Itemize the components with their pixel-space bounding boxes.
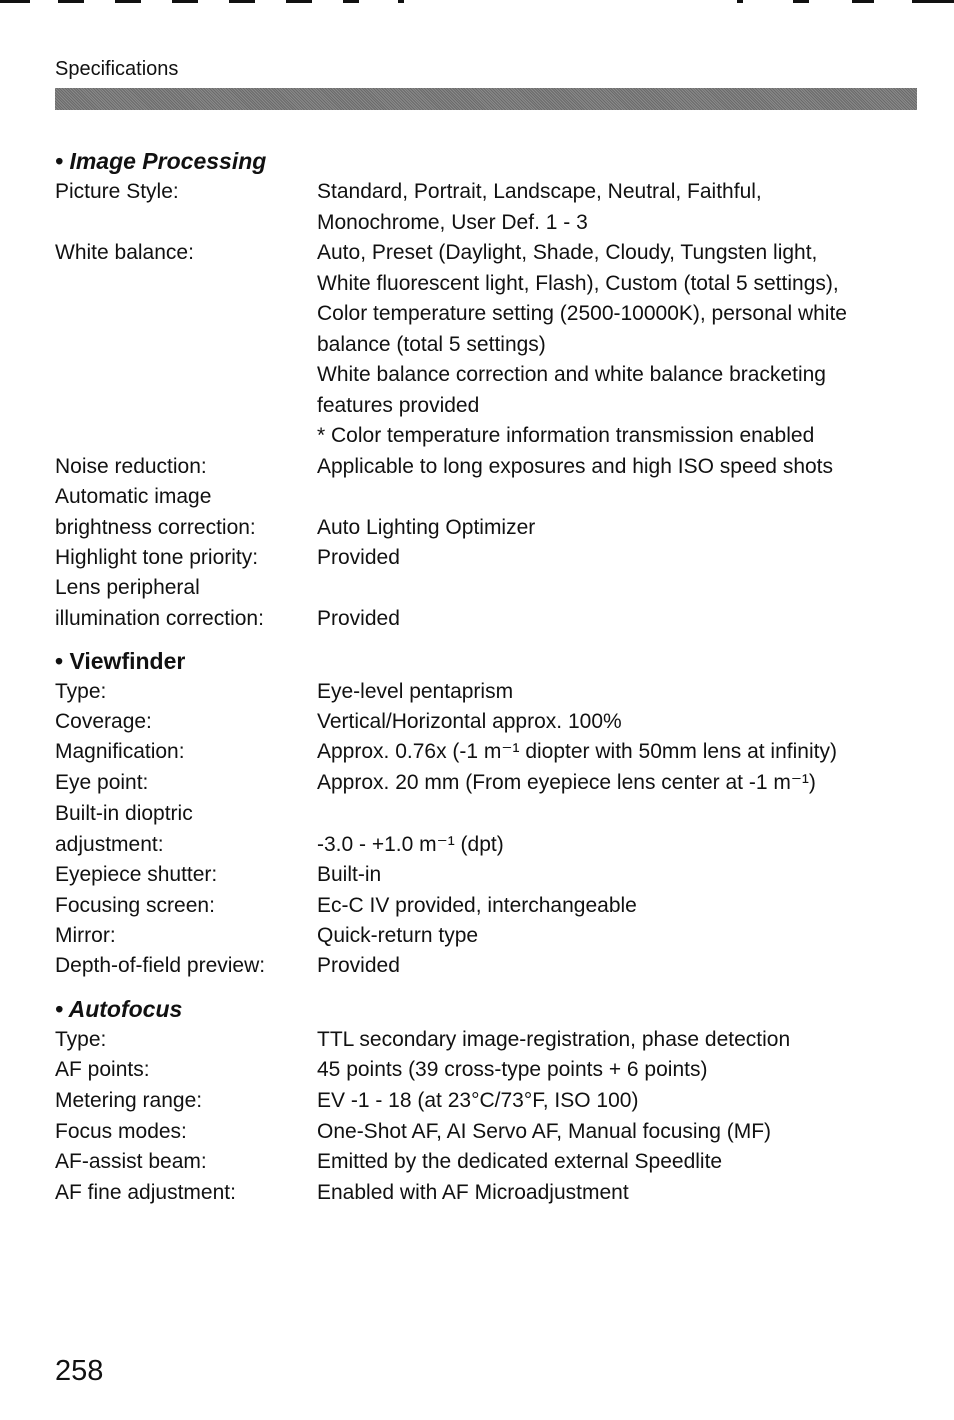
spec-value: 45 points (39 cross-type points + 6 points) xyxy=(317,1058,708,1081)
spec-value: Approx. 20 mm (From eyepiece lens center at -1 m⁻¹) xyxy=(317,771,816,794)
section-title-autofocus: • Autofocus xyxy=(55,996,183,1022)
spec-value: Enabled with AF Microadjustment xyxy=(317,1181,629,1204)
spec-label: AF points: xyxy=(55,1058,150,1081)
spec-label: Mirror: xyxy=(55,924,116,947)
spec-label: Automatic image brightness correction: xyxy=(55,485,256,539)
spec-label: Picture Style: xyxy=(55,180,179,203)
spec-label: Noise reduction: xyxy=(55,455,207,478)
scan-dash xyxy=(115,0,141,3)
scan-dash xyxy=(286,0,312,3)
spec-label: Metering range: xyxy=(55,1089,203,1112)
spec-label: White balance: xyxy=(55,241,194,264)
section-title-viewfinder: • Viewfinder xyxy=(55,648,186,674)
scan-dash xyxy=(793,0,809,3)
spec-label: AF-assist beam: xyxy=(55,1150,207,1173)
spec-value: Approx. 0.76x (-1 m⁻¹ diopter with 50mm lens at infinity) xyxy=(317,740,837,763)
spec-value: Auto Lighting Optimizer xyxy=(317,515,536,539)
spec-value: Eye-level pentaprism xyxy=(317,680,514,703)
scan-dash xyxy=(398,0,404,3)
scan-dash xyxy=(737,0,743,3)
spec-label: Coverage: xyxy=(55,710,152,733)
spec-value: Built-in xyxy=(317,863,382,886)
scan-dash xyxy=(58,0,84,3)
scan-dash xyxy=(852,0,874,3)
scan-dash xyxy=(912,0,954,3)
scan-dash xyxy=(229,0,255,3)
scan-dash xyxy=(343,0,359,3)
spec-label: Focus modes: xyxy=(55,1120,187,1143)
spec-label: Eyepiece shutter: xyxy=(55,863,218,886)
spec-label: Lens peripheral illumination correction: xyxy=(55,576,264,630)
spec-value: Standard, Portrait, Landscape, Neutral, Faithful, Monochrome, User Def. 1 - 3 xyxy=(317,180,762,234)
header-rule xyxy=(55,88,917,110)
top-scan-edge xyxy=(0,0,954,8)
spec-label: Type: xyxy=(55,1028,107,1051)
spec-label: Focusing screen: xyxy=(55,894,215,917)
spec-value: TTL secondary image-registration, phase detection xyxy=(317,1028,791,1051)
spec-value: Provided xyxy=(317,954,400,977)
spec-value: EV -1 - 18 (at 23°C/73°F, ISO 100) xyxy=(317,1089,639,1112)
spec-label: Highlight tone priority: xyxy=(55,546,259,569)
scan-dash xyxy=(172,0,198,3)
scan-dash xyxy=(0,0,30,3)
spec-value: Vertical/Horizontal approx. 100% xyxy=(317,710,622,733)
spec-label: Built-in dioptric adjustment: xyxy=(55,802,193,856)
section-title-image-processing: • Image Processing xyxy=(55,148,267,174)
spec-value: -3.0 - +1.0 m⁻¹ (dpt) xyxy=(317,832,504,856)
page-number: 258 xyxy=(55,1355,104,1387)
spec-label: Depth-of-field preview: xyxy=(55,954,266,977)
spec-label: AF fine adjustment: xyxy=(55,1181,236,1204)
spec-label: Magnification: xyxy=(55,740,185,763)
spec-label: Type: xyxy=(55,680,107,703)
spec-value: Quick-return type xyxy=(317,924,479,947)
spec-value: Emitted by the dedicated external Speedlite xyxy=(317,1150,723,1173)
spec-value: Provided xyxy=(317,606,400,630)
page-header: Specifications xyxy=(55,58,179,80)
spec-value: Applicable to long exposures and high ISO speed shots xyxy=(317,455,834,478)
spec-value: Auto, Preset (Daylight, Shade, Cloudy, Tungsten light, White fluorescent light, Flash), Custom (total 5 settings), Color temperature setting (2500-10000K), personal white balance (total 5 settings) White balance correction and white balance bracketing features provided * Color temperature information transmission enabled xyxy=(317,241,847,447)
spec-value: One-Shot AF, AI Servo AF, Manual focusing (MF) xyxy=(317,1120,772,1143)
spec-value: Provided xyxy=(317,546,400,569)
spec-label: Eye point: xyxy=(55,771,149,794)
spec-value: Ec-C IV provided, interchangeable xyxy=(317,894,637,917)
